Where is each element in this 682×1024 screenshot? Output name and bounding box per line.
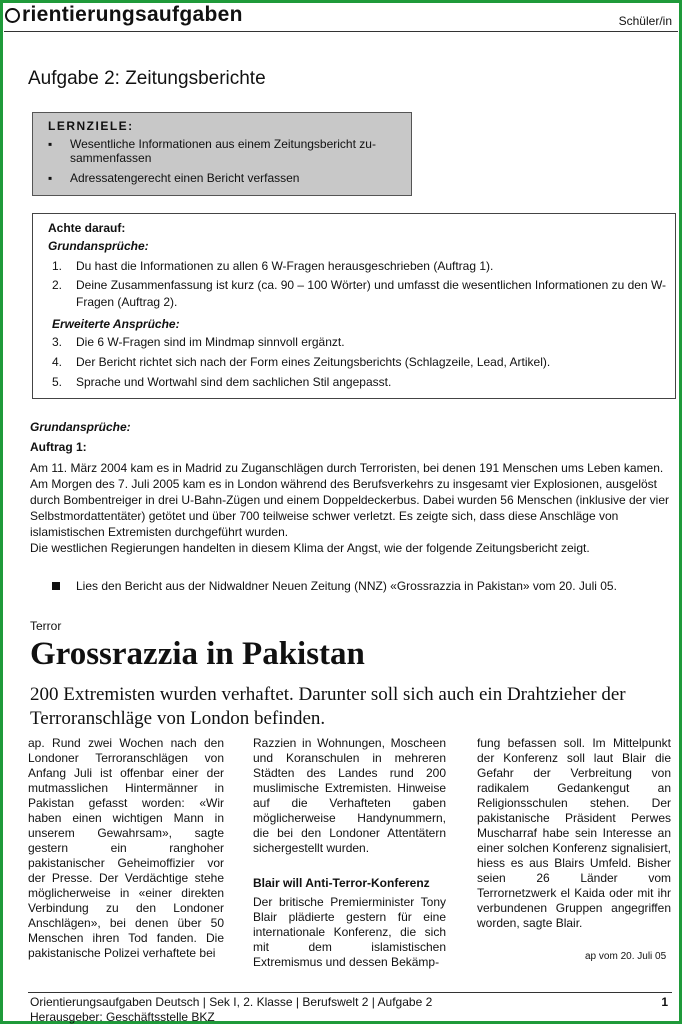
basic-requirements-heading: Grundansprüche: xyxy=(48,239,149,253)
criteria-text: Die 6 W-Fragen sind im Mindmap sinnvoll ergänzt. xyxy=(76,335,345,349)
instruction xyxy=(52,579,617,593)
logo-o-icon xyxy=(5,8,20,23)
article-text: ap. Rund zwei Wochen nach den Londoner Terroranschlägen von Anfang Juli ist offenbar einer der mutmasslichen Hintermänner in Pakistan gefasst worden: «Wir haben einen wichtigen Mann in unserem Gewahrsam», sagte gestern ein ranghoher pakistanischer Geheimoffizier vor der Presse. Der Verdächtige stehe möglicherweise in «einer direkten Verbindung zu den Londoner Anschlägen», bei denen über 50 Menschen ihren Tod fanden. Die pakistanische Polizei verhaftete bei xyxy=(28,736,224,960)
article-source: ap vom 20. Juli 05 xyxy=(585,951,667,962)
article-headline: Grossrazzia in Pakistan xyxy=(30,636,365,672)
criteria-box xyxy=(32,213,676,399)
audience-label: Schüler/in xyxy=(618,14,672,28)
criteria-text: Der Bericht richtet sich nach der Form eines Zeitungsberichts (Schlagzeile, Lead, Artikel). xyxy=(76,355,551,369)
criteria-text: Du hast die Informationen zu allen 6 W-Fragen herausgeschrieben (Auftrag 1). xyxy=(76,259,494,273)
criteria-item xyxy=(52,258,672,275)
intro-paragraph-2: Die westlichen Regierungen handelten in diesem Klima der Angst, wie der folgende Zeitungsbericht zeigt. xyxy=(30,541,590,555)
criteria-number: 4. xyxy=(52,355,63,369)
goal-item: ▪ Wesentliche Informationen aus einem Zeitungsbericht zu-sammenfassen xyxy=(48,137,403,165)
article-column-1 xyxy=(28,736,224,961)
footer-text: Orientierungsaufgaben Deutsch | Sek I, 2. Klasse | Berufswelt 2 | Aufgabe 2 xyxy=(30,995,433,1009)
criteria-number: 3. xyxy=(52,335,63,349)
article-crosshead: Blair will Anti-Terror-Konferenz xyxy=(253,876,430,890)
goals-heading: LERNZIELE: xyxy=(48,119,134,133)
criteria-item xyxy=(52,334,672,351)
footer-publisher: Herausgeber: Geschäftsstelle BKZ xyxy=(30,1010,215,1024)
criteria-number: 5. xyxy=(52,375,63,389)
footer-divider xyxy=(28,992,672,993)
criteria-item xyxy=(52,374,672,391)
article-text: Der britische Premierminister Tony Blair plädierte gestern für eine internationale Konferenz, die sich mit dem islamistischen Extremismus und dessen Bekämp- xyxy=(253,895,446,969)
article-subhead: 200 Extremisten wurden verhaftet. Darunter soll sich auch ein Drahtzieher der Terroranschläge von London befinden. xyxy=(30,684,626,729)
section-title: Grundansprüche: xyxy=(30,420,131,434)
header-divider xyxy=(4,31,678,32)
criteria-heading: Achte darauf: xyxy=(48,221,126,235)
header-title: rientierungsaufgaben xyxy=(22,3,243,26)
article-text: fung befassen soll. Im Mittelpunkt der Konferenz soll laut Blair die Gefahr der Verbreitung von radikalem Gedankengut an Religionsschulen stehen. Der pakistanische Präsident Perwes Muscharraf habe sein Interesse an einer solchen Konferenz signalisiert, hiess es aus Blairs Umfeld. Bisher seien 26 Länder vom Terrornetzwerk el Kaida oder mit ihr verbundenen Gruppen angegriffen worden, sagte Blair. xyxy=(477,736,671,930)
square-bullet-icon xyxy=(52,582,60,590)
page-number: 1 xyxy=(661,995,668,1009)
criteria-number: 2. xyxy=(52,278,63,292)
goal-item: ▪ Adressatengerecht einen Bericht verfassen xyxy=(48,171,403,185)
article-column-3 xyxy=(477,736,671,931)
criteria-item xyxy=(52,277,672,311)
instruction-text: Lies den Bericht aus der Nidwaldner Neuen Zeitung (NNZ) «Grossrazzia in Pakistan» vom 20. Juli 05. xyxy=(76,579,617,593)
intro-paragraph: Am 11. März 2004 kam es in Madrid zu Zuganschlägen durch Terroristen, bei denen 191 Menschen ums Leben kamen. Am Morgen des 7. Juli 2005 kam es in London während des Berufsverkehrs zu insgesamt vier Explosionen, ausgelöst durch Bombentreiger in drei U-Bahn-Zügen und einem Doppeldeckerbus. Dabei wurden 56 Menschen (inklusive der vier Selbstmordattentäter) getötet und über 700 teilweise schwer verletzt. Es zeigte sich, dass diese Anschläge von islamistischen Extremisten durchgeführt wurden. xyxy=(30,461,670,539)
assignment-label: Auftrag 1: xyxy=(30,440,87,454)
criteria-text: Deine Zusammenfassung ist kurz (ca. 90 – 100 Wörter) und umfasst die wesentlichen Informationen zu den W-Fragen (Auftrag 2). xyxy=(76,278,667,309)
task-title: Aufgabe 2: Zeitungsberichte xyxy=(28,68,266,89)
criteria-item xyxy=(52,354,672,371)
article-column-2 xyxy=(253,736,446,970)
learning-goals-box xyxy=(32,112,412,196)
criteria-text: Sprache und Wortwahl sind dem sachlichen Stil angepasst. xyxy=(76,375,392,389)
criteria-number: 1. xyxy=(52,259,63,273)
article-kicker: Terror xyxy=(30,619,62,633)
extended-requirements-heading: Erweiterte Ansprüche: xyxy=(52,317,180,331)
header-logo xyxy=(5,3,243,27)
goals-list xyxy=(48,137,403,191)
article-text: Razzien in Wohnungen, Moscheen und Koranschulen in mehreren Städten des Landes rund 200 muslimische Extremisten. Hinweise auf die Verhafteten gaben möglicherweise Handynummern, die bei den Londoner Attentätern sichergestellt wurden. xyxy=(253,736,446,855)
